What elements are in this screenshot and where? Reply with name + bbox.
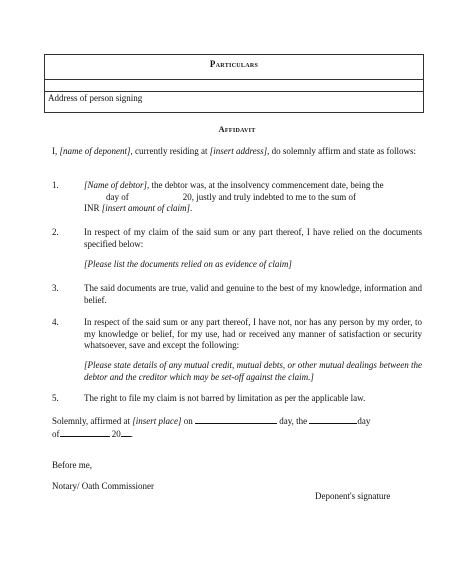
item-3-paragraph: The said documents are true, valid and genuine to the best of my knowledge, information and belief. bbox=[84, 283, 422, 305]
solemnly-paragraph: Solemnly, affirmed at [insert place] on day, the day of 20 . bbox=[52, 416, 371, 439]
solemnly-pre: Solemnly, affirmed at bbox=[52, 416, 133, 426]
solemnly-of: of bbox=[52, 429, 60, 439]
intro-mid: , currently residing at bbox=[130, 146, 210, 156]
item-1-number: 1. bbox=[52, 180, 59, 190]
item-5-number: 5. bbox=[52, 393, 59, 403]
item-2-note bbox=[84, 259, 422, 271]
claim-placeholder: [insert amount of claim] bbox=[101, 203, 191, 213]
day-blank[interactable] bbox=[309, 415, 357, 424]
month-blank[interactable] bbox=[60, 428, 110, 437]
table-spacer-row bbox=[45, 80, 423, 92]
address-placeholder: [insert address] bbox=[209, 146, 268, 156]
item-4-paragraph: In respect of the said sum or any part thereof, I have not, nor has any person by my order, to my knowledge or belief, for my use, had or received any manner of satisfaction or security whatsoever, save and except the following: bbox=[84, 317, 422, 350]
solemnly-day2: day bbox=[357, 416, 371, 426]
item-1-paragraph bbox=[84, 180, 422, 215]
notary-label: Notary/ Oath Commissioner bbox=[52, 481, 154, 491]
place-placeholder: [insert place] bbox=[132, 416, 182, 426]
item-1-line1: , the debtor was, at the insolvency commencement date, being the bbox=[147, 180, 384, 190]
debtor-placeholder: [Name of debtor] bbox=[84, 180, 147, 190]
address-row: Address of person signing bbox=[48, 93, 143, 103]
solemnly-year: 20 bbox=[111, 429, 121, 439]
intro-post: , do solemnly affirm and state as follows: bbox=[267, 146, 416, 156]
item-2-paragraph: In respect of my claim of the said sum or any part thereof, I have relied on the documents specified below: bbox=[84, 227, 422, 249]
item-1-line2: , justly and truly indebted to me to the sum of bbox=[191, 191, 356, 202]
deponent-signature-label: Deponent's signature bbox=[315, 491, 391, 501]
solemnly-day: day, the bbox=[279, 416, 308, 426]
item-2-number: 2. bbox=[52, 227, 59, 237]
item-1-day-of: day of bbox=[106, 191, 129, 202]
year-blank[interactable] bbox=[121, 428, 131, 437]
particulars-table bbox=[44, 54, 424, 113]
item-5-paragraph: The right to file my claim is not barred by limitation as per the applicable law. bbox=[84, 393, 366, 403]
item-2-note-text: [Please list the documents relied on as evidence of claim] bbox=[84, 259, 292, 269]
item-1-end: . bbox=[190, 203, 193, 213]
item-1-year: 20 bbox=[182, 191, 192, 202]
solemnly-on: on bbox=[181, 416, 193, 426]
item-1-inr: INR bbox=[84, 203, 102, 213]
deponent-placeholder: [name of deponent] bbox=[59, 146, 131, 156]
before-me: Before me, bbox=[52, 460, 92, 470]
item-4-number: 4. bbox=[52, 317, 59, 327]
date-blank[interactable] bbox=[195, 415, 277, 424]
item-4-note-text: [Please state details of any mutual credit, mutual debts, or other mutual dealings between the debtor and the creditor which may be set-off against the claim.] bbox=[84, 360, 422, 382]
particulars-header: Particulars bbox=[45, 55, 423, 80]
intro-pre: I, bbox=[52, 146, 60, 156]
item-4-note bbox=[84, 360, 422, 383]
item-3-number: 3. bbox=[52, 283, 59, 293]
page-title: Affidavit bbox=[218, 124, 256, 134]
intro-paragraph bbox=[52, 146, 422, 158]
